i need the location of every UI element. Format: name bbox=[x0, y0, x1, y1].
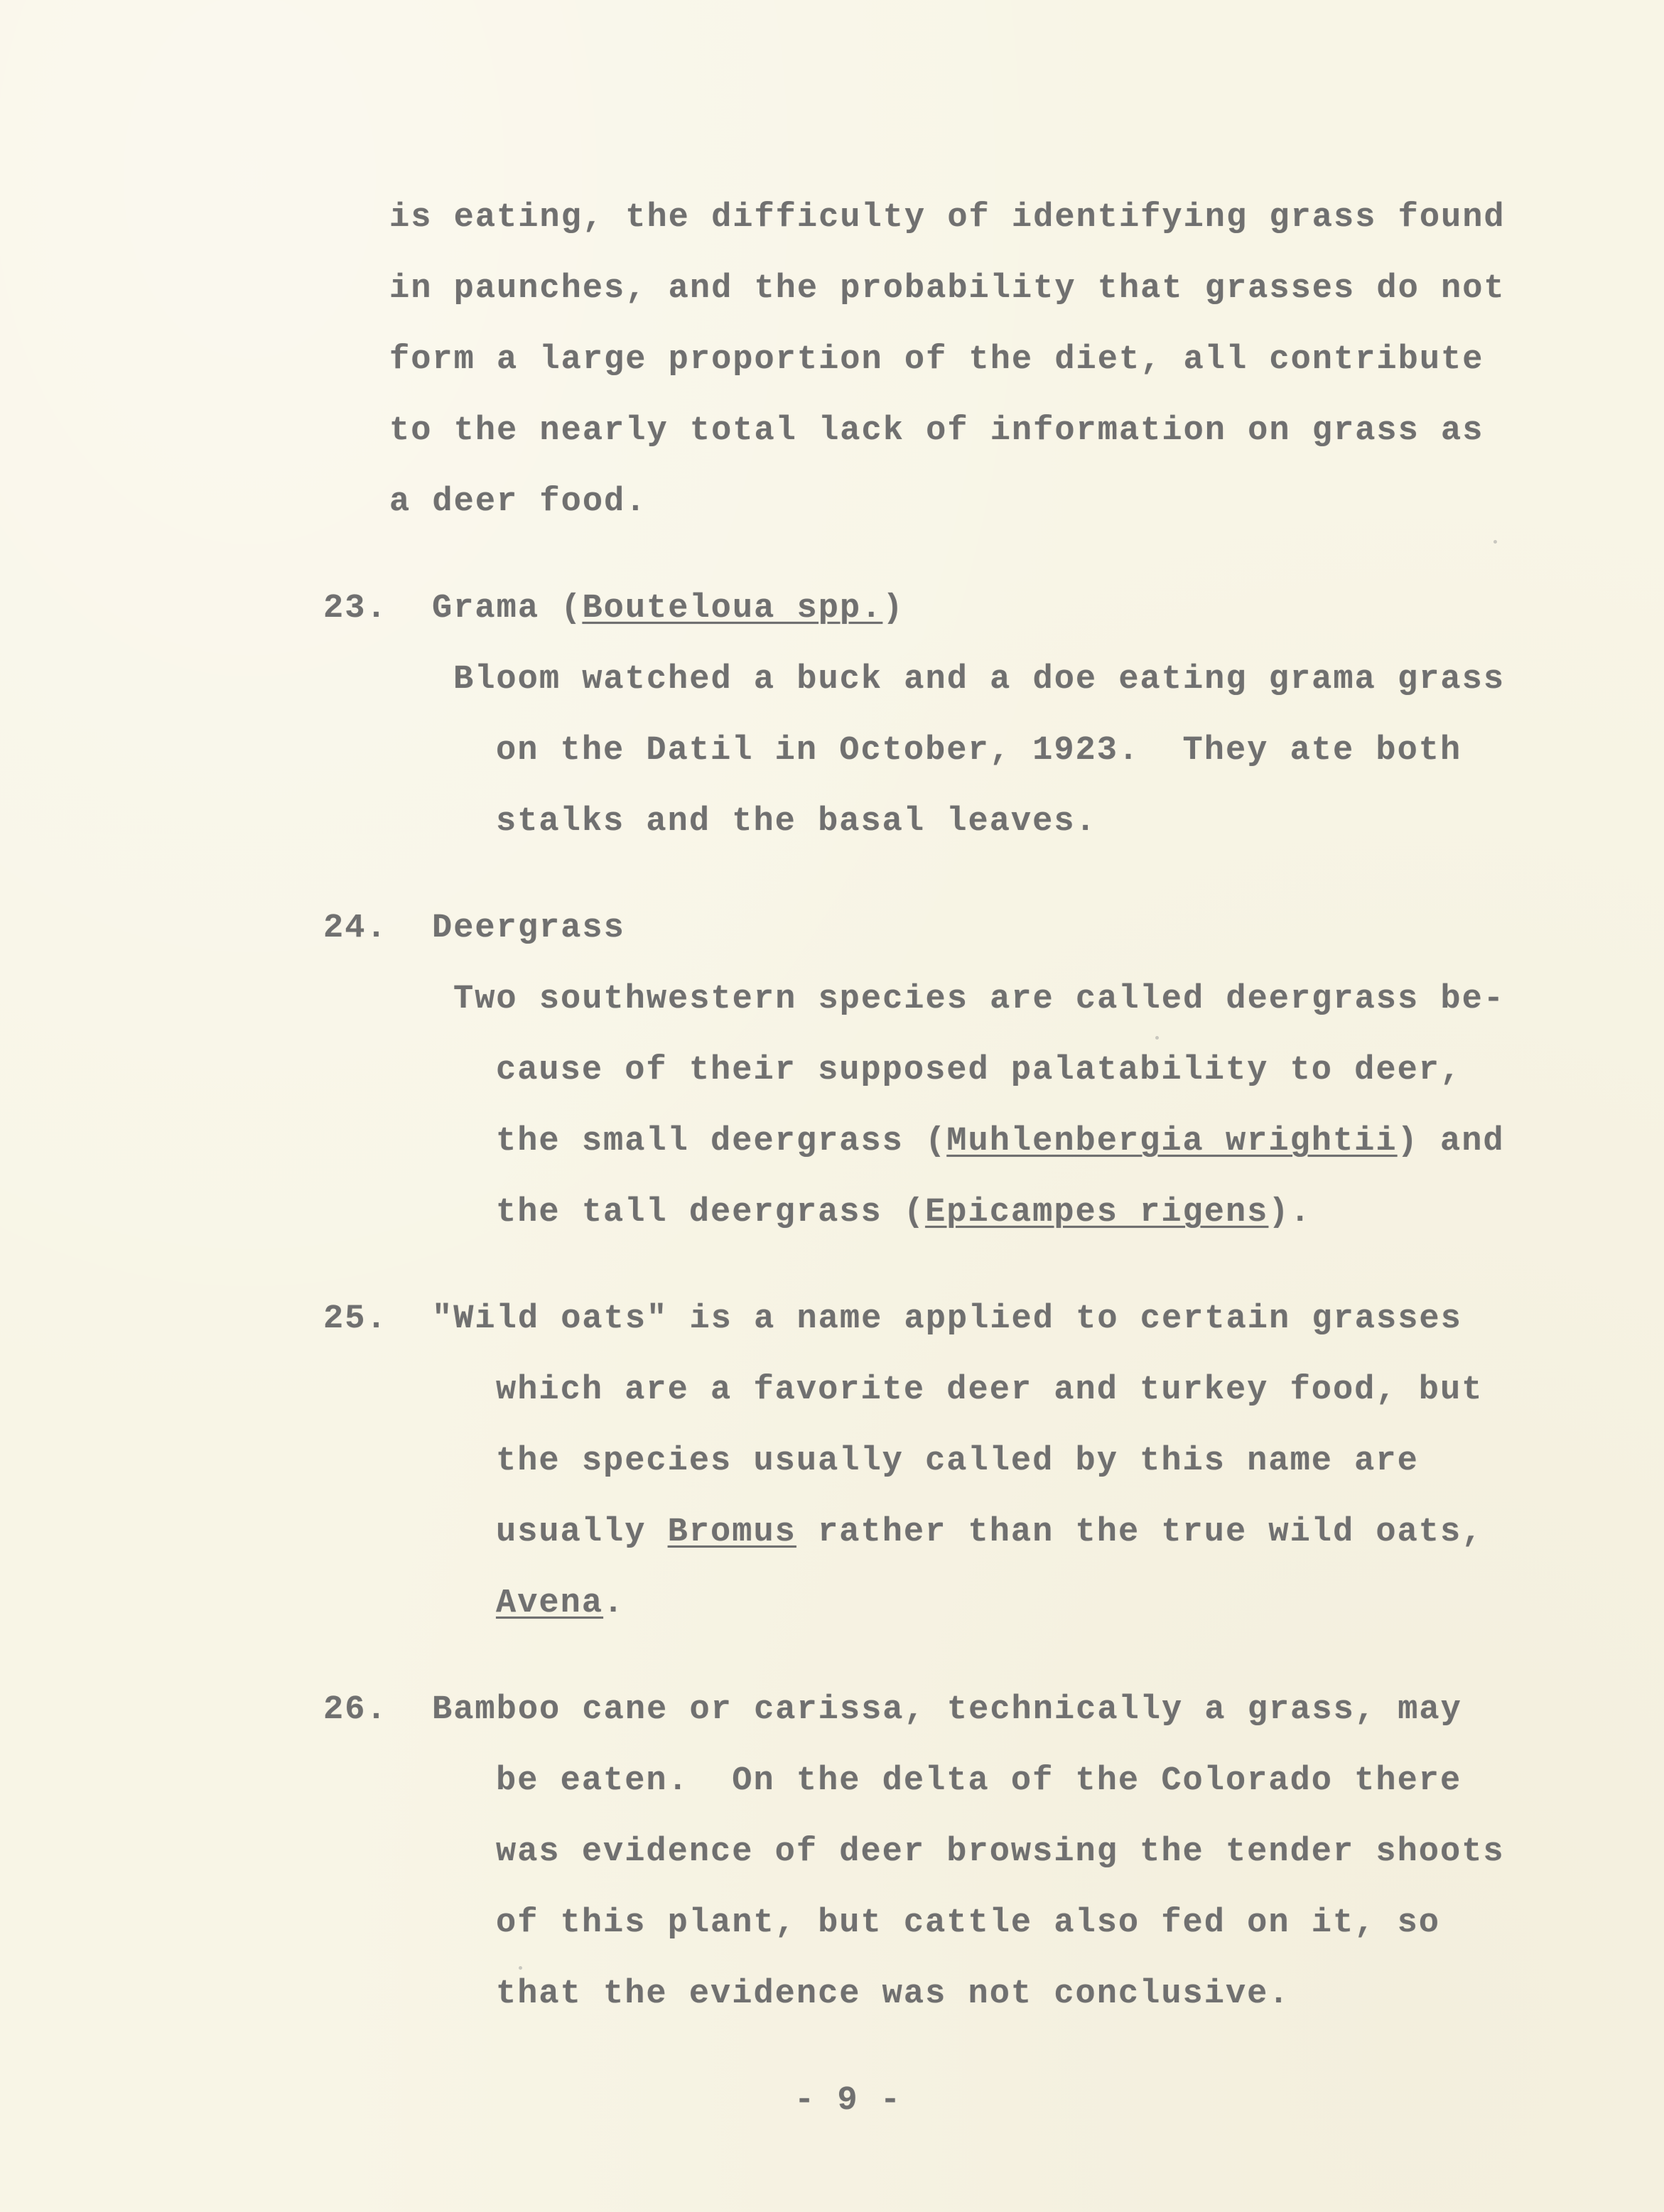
item-24-body-line-3 bbox=[496, 1121, 1505, 1163]
item-23-scientific-name: Bouteloua spp. bbox=[582, 590, 883, 627]
item-24-body-line-4 bbox=[496, 1192, 1312, 1234]
item-24-scientific-name-small: Muhlenbergia wrightii bbox=[946, 1123, 1398, 1160]
item-23-number: 23. bbox=[323, 590, 388, 627]
item-25-line-4 bbox=[496, 1511, 1483, 1554]
item-25-line-3: the species usually called by this name are bbox=[496, 1442, 1419, 1480]
item-25-line-2: which are a favorite deer and turkey food, but bbox=[496, 1371, 1484, 1409]
item-24-body-line-2: cause of their supposed palatability to deer, bbox=[496, 1052, 1462, 1089]
paper-speck bbox=[519, 1966, 522, 1970]
intro-line-4: to the nearly total lack of information on grass as bbox=[389, 412, 1484, 450]
item-24-body-line-3-prefix: the small deergrass ( bbox=[496, 1123, 947, 1160]
item-23-title-suffix: ) bbox=[882, 590, 904, 627]
item-26-body-line-2: be eaten. On the delta of the Colorado there bbox=[496, 1762, 1462, 1800]
intro-line-5: a deer food. bbox=[389, 483, 647, 521]
item-23-title bbox=[432, 588, 904, 630]
item-26-body-line-1: Bamboo cane or carissa, technically a grass, may bbox=[432, 1691, 1462, 1729]
item-26-body-line-3: was evidence of deer browsing the tender shoots bbox=[496, 1833, 1505, 1871]
intro-line-1: is eating, the difficulty of identifying grass found bbox=[389, 199, 1506, 237]
item-23-body-line-3: stalks and the basal leaves. bbox=[496, 803, 1097, 841]
item-26-number: 26. bbox=[323, 1691, 388, 1729]
item-25-line-4-suffix: rather than the true wild oats, bbox=[796, 1514, 1484, 1551]
item-25-line-5 bbox=[496, 1582, 625, 1625]
item-25-line-5-suffix: . bbox=[603, 1585, 625, 1622]
item-24-number: 24. bbox=[323, 910, 388, 947]
item-23-body-line-2: on the Datil in October, 1923. They ate both bbox=[496, 732, 1462, 770]
item-25-line-4-prefix: usually bbox=[496, 1514, 668, 1551]
item-24-title: Deergrass bbox=[432, 910, 625, 947]
item-26-body-line-4: of this plant, but cattle also fed on it, so bbox=[496, 1904, 1441, 1942]
item-23-title-prefix: Grama ( bbox=[432, 590, 583, 627]
paper-speck bbox=[1155, 1036, 1159, 1040]
item-23-body-line-1: Bloom watched a buck and a doe eating grama grass bbox=[453, 661, 1506, 698]
intro-line-2: in paunches, and the probability that grasses do not bbox=[389, 270, 1506, 308]
item-25-number: 25. bbox=[323, 1300, 388, 1338]
item-24-body-line-3-suffix: ) and bbox=[1397, 1123, 1505, 1160]
item-24-scientific-name-tall: Epicampes rigens bbox=[925, 1194, 1269, 1231]
paper-speck bbox=[1493, 540, 1497, 544]
item-24-body-line-1: Two southwestern species are called deergrass be- bbox=[453, 981, 1506, 1018]
item-25-scientific-name-bromus: Bromus bbox=[667, 1514, 796, 1551]
item-25-scientific-name-avena: Avena bbox=[496, 1585, 604, 1622]
item-25-line-1: "Wild oats" is a name applied to certain grasses bbox=[432, 1300, 1462, 1338]
item-26-body-line-5: that the evidence was not conclusive. bbox=[496, 1975, 1290, 2013]
item-24-body-line-4-prefix: the tall deergrass ( bbox=[496, 1194, 926, 1231]
page-number: - 9 - bbox=[794, 2082, 902, 2120]
item-24-body-line-4-suffix: ). bbox=[1268, 1194, 1312, 1231]
intro-line-3: form a large proportion of the diet, all contribute bbox=[389, 341, 1484, 379]
